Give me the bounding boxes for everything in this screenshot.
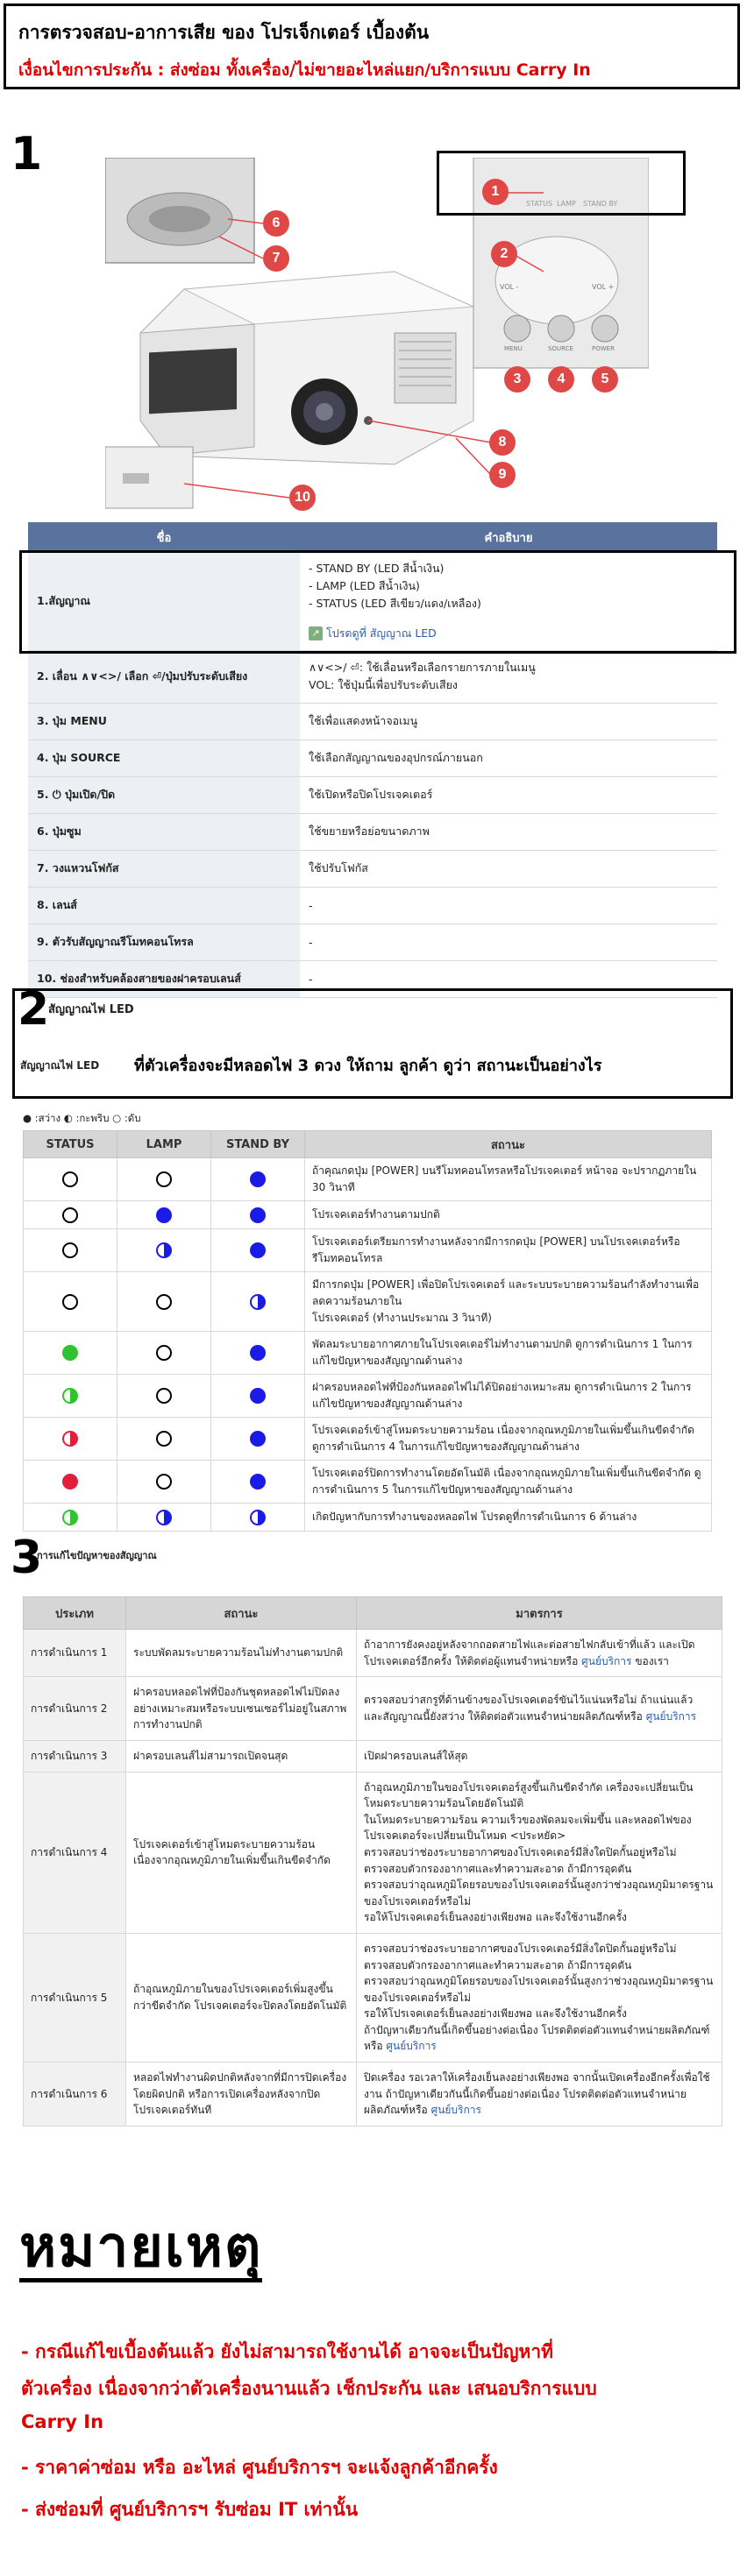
measure-line: ถ้าปัญหาเดียวกันนี้เกิดขึ้นอย่างต่อเนื่อง โปรดติดต่อตัวแทนจำหน่ายผลิตภัณฑ์หรือ [364, 2023, 710, 2053]
status-line: หลอดไฟทำงานผิดปกติหลังจากที่มีการปิดเครื่องโดยผิดปกติ หรือการเปิดเครื่องหลังจากปิดโปรเจคเตอร์ทันที [133, 2071, 347, 2117]
table-row [24, 1201, 712, 1229]
service-center-link[interactable]: ศูนย์บริการ [430, 2104, 481, 2117]
panel-label-status: STATUS [526, 200, 553, 208]
fix-measure [357, 1630, 722, 1677]
led-cell [211, 1158, 305, 1201]
state-line: โปรเจคเตอร์ (ทำงานประมาณ 3 วินาที) [312, 1312, 492, 1324]
status-line: โปรเจคเตอร์เข้าสู่โหมดระบายความร้อน เนื่องจากอุณหภูมิภายในเพิ่มขึ้นเกินขีดจำกัด [133, 1837, 331, 1867]
table-row [28, 887, 717, 924]
part-name: 8. เลนส์ [28, 887, 300, 924]
part-desc: ใช้ปรับโฟกัส [300, 850, 717, 887]
measure-line: ตรวจสอบว่าอุณหภูมิโดยรอบของโปรเจคเตอร์นั้นสูงกว่าช่วงอุณหภูมิมาตรฐานของโปรเจคเตอร์หรือไม่ [364, 1879, 714, 1907]
callout-3: 3 [504, 366, 530, 393]
measure-line: ตรวจสอบว่าช่องระบายอากาศของโปรเจคเตอร์มีสิ่งใดปิดกั้นอยู่หรือไม่ [364, 1942, 677, 1955]
state-line: โปรเจคเตอร์ทำงานตามปกติ [312, 1208, 440, 1221]
table-row [24, 1740, 722, 1772]
note-line: - ราคาค่าซ่อม หรือ อะไหล่ ศูนย์บริการฯ จะแจ้งลูกค้าอีกครั้ง [21, 2457, 498, 2478]
table-row [28, 703, 717, 740]
note-line: - กรณีแก้ไขเบื้องต้นแล้ว ยังไม่สามารถใช้งานได้ อาจจะเป็นปัญหาที่ [21, 2341, 554, 2362]
led-blue-icon [156, 1207, 172, 1223]
state-line: เกิดปัญหากับการทำงานของหลอดไฟ โปรดดูที่การดำเนินการ 6 ด้านล่าง [312, 1511, 637, 1523]
table-row [24, 1375, 712, 1418]
led-off-icon [62, 1207, 78, 1223]
desc-line: ∧∨<>/ ⏎: ใช้เลื่อนหรือเลือกรายการภายในเมนู [309, 661, 536, 674]
led-table [23, 1130, 712, 1532]
part-name: 6. ปุ่มซูม [28, 813, 300, 850]
callout-1: 1 [482, 179, 509, 205]
warranty-condition: เงื่อนไขการประกัน : ส่งซ่อม ทั้งเครื่อง/ไม่ขายอะไหล่แยก/บริการแบบ Carry In [18, 60, 591, 80]
table-row [28, 813, 717, 850]
table-row [24, 1418, 712, 1461]
panel-label-lamp: LAMP [557, 200, 576, 208]
table-row [24, 1630, 722, 1677]
led-cell [211, 1332, 305, 1375]
header-box [4, 4, 740, 89]
panel-label-vol-minus: VOL - [500, 283, 519, 291]
callout-7: 7 [263, 245, 289, 272]
notes-title: หมายเหตุ [19, 2217, 262, 2282]
fix-measure [357, 1677, 722, 1741]
part-desc: - [300, 960, 717, 997]
table-row [24, 1332, 712, 1375]
fix-type: การดำเนินการ 5 [24, 1933, 126, 2062]
part-name: 3. ปุ่ม MENU [28, 703, 300, 740]
section-number-2: 2 [18, 983, 50, 1036]
part-name: 4. ปุ่ม SOURCE [28, 740, 300, 776]
led-cell [211, 1272, 305, 1332]
panel-label-vol-plus: VOL + [592, 283, 615, 291]
fix-status [126, 1772, 357, 1933]
section-number-1: 1 [11, 128, 43, 180]
table-row [28, 850, 717, 887]
note-line: - ส่งซ่อมที่ ศูนย์บริการฯ รับซ่อม IT เท่านั้น [21, 2499, 359, 2520]
led-sub-label: สัญญาณไฟ LED [20, 1059, 100, 1072]
part-name: 1.สัญญาณ [28, 552, 300, 650]
measure-line: ตรวจสอบว่าช่องระบายอากาศของโปรเจคเตอร์มีสิ่งใดปิดกั้นอยู่หรือไม่ [364, 1845, 677, 1858]
led-state-text [305, 1504, 712, 1532]
service-center-link[interactable]: ศูนย์บริการ [645, 1710, 697, 1723]
desc-line: - STAND BY (LED สีน้ำเงิน) [309, 561, 445, 575]
led-cell [24, 1461, 117, 1504]
measure-line: ตรวจสอบตัวกรองอากาศและทำความสะอาด ถ้ามีการอุดตัน [364, 1958, 632, 1971]
panel-label-menu: MENU [504, 345, 523, 352]
fix-measure [357, 2063, 722, 2127]
led-blue-icon [250, 1171, 266, 1187]
callout-9: 9 [489, 462, 516, 488]
led-instruction: ที่ตัวเครื่องจะมีหลอดไฟ 3 ดวง ให้ถาม ลูกค้า ดูว่า สถานะเป็นอย่างไร [134, 1057, 602, 1075]
panel-label-source: SOURCE [548, 345, 573, 352]
status-line: ระบบพัดลมระบายความร้อนไม่ทำงานตามปกติ [133, 1646, 344, 1660]
part-desc: ใช้เพื่อแสดงหน้าจอเมนู [300, 703, 717, 740]
desc-line: - STATUS (LED สีเขียว/แดง/เหลือง) [309, 596, 481, 610]
led-cell [117, 1418, 211, 1461]
callout-5: 5 [592, 366, 618, 393]
measure-line: ตรวจสอบตัวกรองอากาศและทำความสะอาด ถ้ามีการอุดตัน [364, 1862, 632, 1875]
led-cell [24, 1272, 117, 1332]
col-status: STATUS [24, 1131, 117, 1158]
table-row [24, 1272, 712, 1332]
col-measure: มาตรการ [357, 1597, 722, 1630]
highlight-signal-row [19, 550, 736, 654]
fix-status [126, 1630, 357, 1677]
fix-table [23, 1596, 722, 2127]
led-blue-icon [250, 1388, 266, 1404]
led-cell [117, 1504, 211, 1532]
highlight-led-panel [437, 151, 686, 216]
measure-line: ตรวจสอบว่าสกรูที่ด้านข้างของโปรเจคเตอร์ขันไว้แน่นหรือไม่ ถ้าแน่นแล้ว และสัญญาณนี้ยังสว่าง ให้ติดต่อตัวแทนจำหน่ายผลิตภัณฑ์หรือ [364, 1694, 694, 1723]
led-off-icon [156, 1388, 172, 1404]
callout-6: 6 [263, 210, 289, 237]
led-legend: ● :สว่าง ◐ :กะพริบ ○ :ดับ [23, 1112, 141, 1124]
led-half-red-icon [62, 1431, 78, 1447]
part-name: 7. วงแหวนโฟกัส [28, 850, 300, 887]
led-cell [211, 1201, 305, 1229]
table-row [24, 1772, 722, 1933]
link-icon: ↗ [309, 626, 323, 640]
led-off-icon [62, 1242, 78, 1258]
section-number-3: 3 [11, 1532, 43, 1584]
table-row [28, 776, 717, 813]
fix-type: การดำเนินการ 6 [24, 2063, 126, 2127]
led-state-text [305, 1158, 712, 1201]
led-state-text [305, 1201, 712, 1229]
fix-status [126, 1933, 357, 2062]
fix-status [126, 2063, 357, 2127]
panel-label-power: POWER [592, 345, 615, 352]
led-cell [24, 1332, 117, 1375]
fix-heading: การแก้ไขปัญหาของสัญญาณ [37, 1550, 157, 1561]
led-cell [211, 1375, 305, 1418]
led-blue-icon [250, 1345, 266, 1361]
desc-line: VOL: ใช้ปุ่มนี้เพื่อปรับระดับเสียง [309, 678, 459, 691]
part-desc: - [300, 887, 717, 924]
led-state-text [305, 1229, 712, 1272]
led-cell [117, 1332, 211, 1375]
led-off-icon [156, 1474, 172, 1490]
led-cell [117, 1201, 211, 1229]
col-state: สถานะ [305, 1131, 712, 1158]
led-red-icon [62, 1474, 78, 1490]
led-green-icon [62, 1345, 78, 1361]
part-name: 10. ช่องสำหรับคล้องสายของฝาครอบเลนส์ [28, 960, 300, 997]
table-row [28, 650, 717, 703]
led-state-text [305, 1332, 712, 1375]
led-cell [24, 1504, 117, 1532]
led-off-icon [156, 1294, 172, 1310]
led-off-icon [62, 1171, 78, 1187]
service-center-link[interactable]: ศูนย์บริการ [386, 2040, 437, 2053]
led-cell [117, 1272, 211, 1332]
table-row [28, 924, 717, 960]
measure-line: รอให้โปรเจคเตอร์เย็นลงอย่างเพียงพอ และจึงใช้งานอีกครั้ง [364, 1911, 627, 1924]
led-half-green-icon [62, 1388, 78, 1404]
led-cell [24, 1418, 117, 1461]
led-state-text [305, 1272, 712, 1332]
state-line: ถ้าคุณกดปุ่ม [POWER] บนรีโมทคอนโทรลหรือโปรเจคเตอร์ หน้าจอ จะปรากฏภายใน 30 วินาที [312, 1164, 697, 1193]
led-cell [117, 1461, 211, 1504]
led-cell [211, 1229, 305, 1272]
col-status: สถานะ [126, 1597, 357, 1630]
part-desc: ใช้เปิดหรือปิดโปรเจคเตอร์ [300, 776, 717, 813]
led-blue-icon [250, 1207, 266, 1223]
led-cell [211, 1418, 305, 1461]
led-blue-icon [250, 1474, 266, 1490]
measure-line: ในโหมดระบายความร้อน ความเร็วของพัดลมจะเพิ่มขึ้น และหลอดไฟของโปรเจคเตอร์จะเปลี่ยนเป็นโหมด <ประหยัด> [364, 1813, 692, 1843]
fix-status [126, 1740, 357, 1772]
fix-type: การดำเนินการ 2 [24, 1677, 126, 1741]
led-off-icon [156, 1171, 172, 1187]
led-off-icon [156, 1431, 172, 1447]
status-line: ถ้าอุณหภูมิภายในของโปรเจคเตอร์เพิ่มสูงขึ้นกว่าขีดจำกัด โปรเจคเตอร์จะปิดลงโดยอัตโนมัติ [133, 1983, 347, 2012]
measure-line: ถ้าอุณหภูมิภายในของโปรเจคเตอร์สูงขึ้นเกินขีดจำกัด เครื่องจะเปลี่ยนเป็นโหมดระบายความร้อนโดยอัตโนมัติ [364, 1780, 694, 1810]
fix-measure [357, 1740, 722, 1772]
part-name: 5. ⏻ ปุ่มเปิด/ปิด [28, 776, 300, 813]
measure-line: รอให้โปรเจคเตอร์เย็นลงอย่างเพียงพอ และจึงใช้งานอีกครั้ง [364, 2007, 627, 2020]
measure-line: ถ้าอาการยังคงอยู่หลังจากถอดสายไฟและต่อสายไฟกลับเข้าที่แล้ว และเปิดโปรเจคเตอร์อีกครั้ง ให้ติดต่อผู้แทนจำหน่ายหรือ [364, 1638, 695, 1667]
led-cell [211, 1504, 305, 1532]
status-line: ฝาครอบหลอดไฟที่ป้องกันชุดหลอดไฟไม่ปิดลงอย่างเหมาะสมหรือระบบเซนเซอร์ไม่อยู่ในสภาพการทำงานปกติ [133, 1686, 347, 1731]
led-cell [117, 1158, 211, 1201]
callout-10: 10 [289, 485, 316, 511]
led-cell [24, 1158, 117, 1201]
desc-line: - LAMP (LED สีน้ำเงิน) [309, 578, 420, 592]
led-cell [24, 1229, 117, 1272]
table-row [24, 1461, 712, 1504]
fix-status [126, 1677, 357, 1741]
service-center-link[interactable]: ศูนย์บริการ [581, 1654, 632, 1667]
led-blue-icon [250, 1431, 266, 1447]
part-name: 9. ตัวรับสัญญาณรีโมทคอนโทรล [28, 924, 300, 960]
led-half-blue-icon [250, 1294, 266, 1310]
led-heading: สัญญาณไฟ LED [48, 1003, 134, 1016]
fix-measure [357, 1933, 722, 2062]
state-line: โปรเจคเตอร์ปิดการทำงานโดยอัตโนมัติ เนื่องจากอุณหภูมิภายในเพิ่มขึ้นเกินขีดจำกัด ดูการดำเนินการ 5 ในการแก้ไขปัญหาของสัญญาณด้านล่าง [312, 1467, 701, 1496]
led-cell [117, 1375, 211, 1418]
led-state-text [305, 1461, 712, 1504]
led-cell [24, 1201, 117, 1229]
panel-label-standby: STAND BY [583, 200, 618, 208]
fix-type: การดำเนินการ 4 [24, 1772, 126, 1933]
col-lamp: LAMP [117, 1131, 211, 1158]
state-line: พัดลมระบายอากาศภายในโปรเจคเตอร์ไม่ทำงานตามปกติ ดูการดำเนินการ 1 ในการแก้ไขปัญหาของสัญญาณด้านล่าง [312, 1338, 693, 1367]
fix-type: การดำเนินการ 1 [24, 1630, 126, 1677]
state-line: โปรเจคเตอร์เตรียมการทำงานหลังจากมีการกดปุ่ม [POWER] บนโปรเจคเตอร์หรือรีโมทคอนโทรล [312, 1235, 680, 1264]
col-type: ประเภท [24, 1597, 126, 1630]
table-row [24, 1504, 712, 1532]
led-off-icon [62, 1294, 78, 1310]
led-info-box [12, 983, 733, 1099]
callout-2: 2 [491, 241, 517, 267]
callout-8: 8 [489, 429, 516, 456]
note-line: ตัวเครื่อง เนื่องจากว่าตัวเครื่องนานแล้ว เช็กประกัน และ เสนอบริการแบบ [21, 2378, 597, 2399]
col-desc: คำอธิบาย [300, 522, 717, 552]
note-line: Carry In [21, 2411, 104, 2432]
led-blue-icon [250, 1242, 266, 1258]
measure-line: ปิดเครื่อง รอเวลาให้เครื่องเย็นลงอย่างเพียงพอ จากนั้นเปิดเครื่องอีกครั้งเพื่อใช้งาน ถ้าปัญหาเดียวกันนี้เกิดขึ้นอย่างต่อเนื่อง โปรดติดต่อตัวแทนจำหน่ายผลิตภัณฑ์หรือ [364, 2071, 710, 2117]
led-off-icon [156, 1345, 172, 1361]
led-half-blue-icon [156, 1242, 172, 1258]
table-row [24, 1158, 712, 1201]
led-state-text [305, 1418, 712, 1461]
table-row [24, 1229, 712, 1272]
led-state-text [305, 1375, 712, 1418]
led-half-blue-icon [250, 1510, 266, 1525]
part-desc: - [300, 924, 717, 960]
state-line: มีการกดปุ่ม [POWER] เพื่อปิดโปรเจคเตอร์ และระบบระบายความร้อนกำลังทำงานเพื่อลดความร้อนภายใน [312, 1278, 700, 1307]
table-row [24, 1677, 722, 1741]
measure-line: เปิดฝาครอบเลนส์ให้สุด [364, 1749, 468, 1762]
led-half-green-icon [62, 1510, 78, 1525]
state-line: โปรเจคเตอร์เข้าสู่โหมดระบายความร้อน เนื่องจากอุณหภูมิภายในเพิ่มขึ้นเกินขีดจำกัด ดูการดำเนินการ 4 ในการแก้ไขปัญหาของสัญญาณด้านล่าง [312, 1424, 694, 1453]
state-line: ฝาครอบหลอดไฟที่ป้องกันหลอดไฟไม่ได้ปิดอย่างเหมาะสม ดูการดำเนินการ 2 ในการแก้ไขปัญหาของสัญญาณด้านล่าง [312, 1381, 692, 1410]
callout-4: 4 [548, 366, 574, 393]
table-row [24, 1933, 722, 2062]
part-desc: ใช้ขยายหรือย่อขนาดภาพ [300, 813, 717, 850]
part-desc [300, 650, 717, 703]
table-row [28, 740, 717, 776]
led-table-wrap [23, 1130, 712, 1532]
page-title: การตรวจสอบ-อาการเสีย ของ โปรเจ็กเตอร์ เบื้องต้น [18, 22, 430, 43]
fix-table-wrap [23, 1596, 722, 2127]
col-standby: STAND BY [211, 1131, 305, 1158]
measure-line: ตรวจสอบว่าอุณหภูมิโดยรอบของโปรเจคเตอร์นั้นสูงกว่าช่วงอุณหภูมิมาตรฐานของโปรเจคเตอร์หรือไม่ [364, 1975, 714, 2004]
fix-type: การดำเนินการ 3 [24, 1740, 126, 1772]
led-cell [117, 1229, 211, 1272]
status-line: ฝาครอบเลนส์ไม่สามารถเปิดจนสุด [133, 1749, 288, 1762]
led-link[interactable]: โปรดดูที่ สัญญาณ LED [325, 626, 437, 640]
col-name: ชื่อ [28, 522, 300, 552]
part-name: 2. เลื่อน ∧∨<>/ เลือก ⏎/ปุ่มปรับระดับเสียง [28, 650, 300, 703]
led-cell [24, 1375, 117, 1418]
measure-tail: ของเรา [635, 1654, 669, 1667]
led-cell [211, 1461, 305, 1504]
led-half-blue-icon [156, 1510, 172, 1525]
fix-measure [357, 1772, 722, 1933]
part-desc: ใช้เลือกสัญญาณของอุปกรณ์ภายนอก [300, 740, 717, 776]
table-row [24, 2063, 722, 2127]
